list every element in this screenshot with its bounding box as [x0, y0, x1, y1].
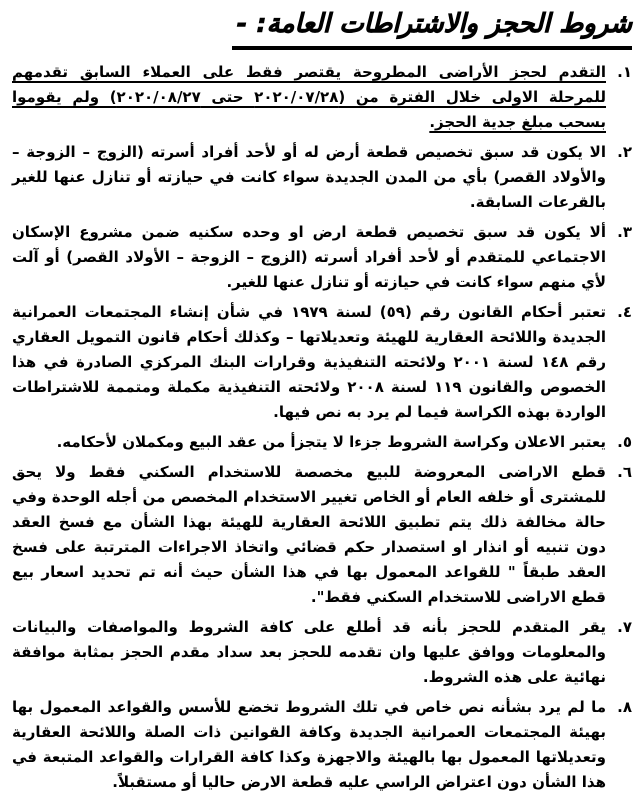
item-number: ٨.: [617, 697, 632, 716]
term-item-5: [12, 430, 632, 455]
item-text: ألا يكون قد سبق تخصيص قطعة ارض او وحده سكنيه ضمن مشروع الإسكان الاجتماعي للمتقدم أو لأحد أفراد أسرته (الزوج – الزوجة – الأولاد القصر) أو آلت لأي منهم سواء كانت في حيازته أو تنازل عنها للغير.: [12, 222, 606, 291]
page-title: شروط الحجز والاشتراطات العامة: -: [232, 8, 632, 50]
item-number: ٧.: [617, 617, 632, 636]
item-text: التقدم لحجز الأراضى المطروحة يقتصر فقط على العملاء السابق تقدمهم للمرحلة الاولى خلال الفترة من (٢٠٢٠/٠٧/٢٨ حتى ٢٠٢٠/٠٨/٢٧) ولم يقوموا بسحب مبلغ جدية الحجز.: [12, 62, 606, 131]
term-item-1: [12, 60, 632, 135]
term-item-4: [12, 300, 632, 425]
term-item-6: [12, 460, 632, 610]
item-text: الا يكون قد سبق تخصيص قطعة أرض له أو لأحد أفراد أسرته (الزوج – الزوجة – والأولاد القصر) بأي من المدن الجديدة سواء كانت في حيازته أو تنازل عنها للغير بالقرعات السابقة.: [12, 142, 606, 211]
item-number: ٢.: [617, 142, 632, 161]
term-item-8: [12, 695, 632, 795]
terms-list: [12, 60, 632, 795]
item-text: يعتبر الاعلان وكراسة الشروط جزءا لا يتجزأ من عقد البيع ومكملان لأحكامه.: [56, 432, 606, 451]
item-number: ٦.: [617, 462, 632, 481]
term-item-2: [12, 140, 632, 215]
item-number: ١.: [617, 62, 632, 81]
item-text: تعتبر أحكام القانون رقم (٥٩) لسنة ١٩٧٩ في شأن إنشاء المجتمعات العمرانية الجديدة واللائحة العقارية للهيئة وتعديلاتها – وكذلك أحكام قانون التمويل العقاري رقم ١٤٨ لسنة ٢٠٠١ ولائحته التنفيذية وقرارات البنك المركزي الصادرة في هذا الخصوص والقانون ١١٩ لسنة ٢٠٠٨ ولائحته التنفيذية مكملة ومتممة للاشتراطات الواردة بهذه الكراسة فيما لم يرد به نص فيها.: [12, 302, 607, 421]
item-text: قطع الاراضى المعروضة للبيع مخصصة للاستخدام السكني فقط ولا يحق للمشترى أو خلفه العام أو الخاص تغيير الاستخدام المخصص من أجله الوحدة وفي حالة مخالفة ذلك يتم تطبيق اللائحة العقارية للهيئة بهذا الشأن مع فسخ العقد دون تنبيه أو انذار او استصدار حكم قضائي واتخاذ الاجراءات المترتبة على فسخ العقد طبقاً " للقواعد المعمول بها في هذا الشأن حيث أنه تم تحديد اسعار بيع قطع الاراضى للاستخدام السكني فقط".: [12, 462, 606, 606]
item-text: يقر المتقدم للحجز بأنه قد أطلع على كافة الشروط والمواصفات والبيانات والمعلومات ووافق عليها وان تقدمه للحجز بعد سداد مقدم الحجز بمثابة موافقة نهائية على هذه الشروط.: [12, 617, 606, 686]
term-item-7: [12, 615, 632, 690]
item-number: ٤.: [617, 302, 632, 321]
title-row: [12, 8, 632, 50]
term-item-3: [12, 220, 632, 295]
item-text: ما لم يرد بشأنه نص خاص في تلك الشروط تخضع للأسس والقواعد المعمول بها بهيئة المجتمعات العمرانية الجديدة وكافة القوانين ذات الصلة واللائحة العقارية وتعديلاتها المعمول بها بالهيئة والاجهزة وكذا كافة القرارات والقواعد المتبعة في هذا الشأن دون اعتراض الراسي عليه قطعة الارض حاليا أو مستقبلاً.: [12, 697, 606, 791]
item-number: ٥.: [617, 432, 632, 451]
item-number: ٣.: [617, 222, 632, 241]
